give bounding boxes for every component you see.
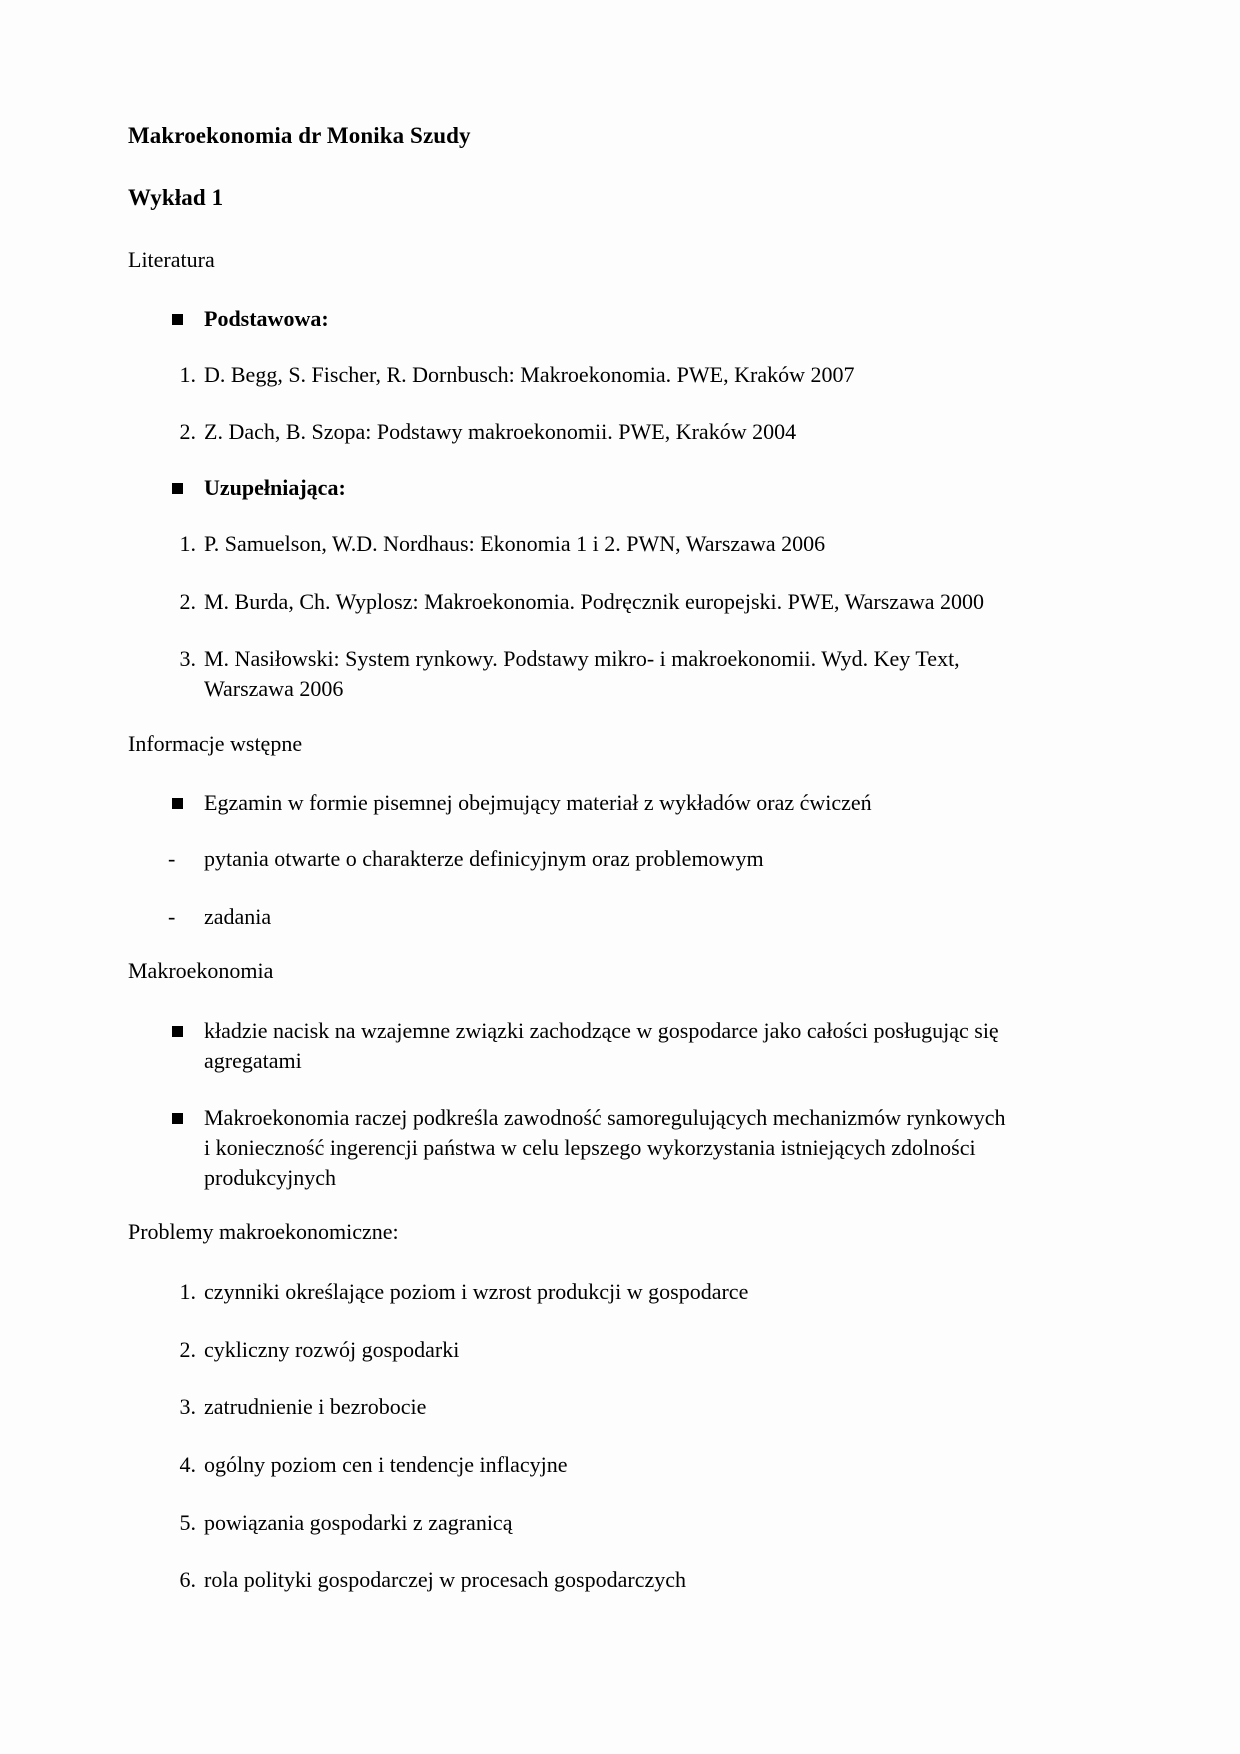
list-number: 3. [179, 1394, 196, 1420]
square-bullet-icon [172, 314, 183, 325]
table-row [128, 587, 1008, 617]
literature-basic-list [128, 360, 1008, 447]
list-number: 3. [179, 646, 196, 672]
table-row [128, 417, 1008, 447]
list-item-text: zatrudnienie i bezrobocie [204, 1394, 427, 1420]
table-row [128, 1277, 1008, 1307]
list-item [128, 304, 1008, 334]
preliminary-dash-list [128, 844, 1008, 931]
list-item-text: ogólny poziom cen i tendencje inflacyjne [204, 1451, 568, 1477]
square-bullet-icon [172, 1026, 183, 1037]
list-number: 1. [179, 530, 196, 556]
list-number: 2. [179, 419, 196, 445]
literature-supplementary-label: Uzupełniająca: [204, 475, 346, 501]
dash-bullet-icon: - [168, 903, 176, 929]
list-item-text: czynniki określające poziom i wzrost produkcji w gospodarce [204, 1278, 749, 1304]
dash-bullet-icon: - [168, 845, 176, 871]
problems-heading: Problemy makroekonomiczne: [128, 1219, 399, 1245]
lecture-heading: Wykład 1 [128, 184, 224, 210]
list-item-text: kładzie nacisk na wzajemne związki zachodzące w gospodarce jako całości posługując się agregatami [204, 1017, 999, 1073]
literature-supplementary-list [128, 529, 1008, 704]
list-item-text: M. Burda, Ch. Wyplosz: Makroekonomia. Podręcznik europejski. PWE, Warszawa 2000 [204, 588, 984, 614]
list-item-text: Egzamin w formie pisemnej obejmujący materiał z wykładów oraz ćwiczeń [204, 790, 872, 816]
table-row [128, 529, 1008, 559]
list-item-text: D. Begg, S. Fischer, R. Dornbusch: Makroekonomia. PWE, Kraków 2007 [204, 361, 855, 387]
document-body [128, 122, 1008, 1595]
list-item-text: Z. Dach, B. Szopa: Podstawy makroekonomii. PWE, Kraków 2004 [204, 419, 797, 445]
list-item [128, 473, 1008, 503]
preliminary-bullet-list [128, 788, 1008, 818]
literature-supplementary-label-list [128, 473, 1008, 503]
list-number: 1. [179, 1278, 196, 1304]
document-title: Makroekonomia dr Monika Szudy [128, 123, 471, 148]
list-item-text: P. Samuelson, W.D. Nordhaus: Ekonomia 1 i 2. PWN, Warszawa 2006 [204, 530, 826, 556]
list-number: 4. [179, 1451, 196, 1477]
square-bullet-icon [172, 483, 183, 494]
table-row [128, 1335, 1008, 1365]
table-row [128, 1508, 1008, 1538]
list-item-text: M. Nasiłowski: System rynkowy. Podstawy mikro- i makroekonomii. Wyd. Key Text, Warszawa 2006 [204, 646, 960, 701]
list-number: 1. [179, 361, 196, 387]
literature-basic-label-list [128, 304, 1008, 334]
list-item [128, 1016, 1008, 1075]
list-item-text: pytania otwarte o charakterze definicyjnym oraz problemowym [204, 845, 764, 871]
macro-bullet-list [128, 1016, 1008, 1192]
table-row [128, 1392, 1008, 1422]
list-item-text: Makroekonomia raczej podkreśla zawodność samoregulujących mechanizmów rynkowych i konieczność ingerencji państwa w celu lepszego wykorzystania istniejących zdolności produkcyjnych [204, 1105, 1006, 1190]
problems-list [128, 1277, 1008, 1595]
macro-heading: Makroekonomia [128, 958, 274, 984]
literature-basic-label: Podstawowa: [204, 306, 329, 332]
preliminary-heading: Informacje wstępne [128, 730, 303, 756]
literature-heading: Literatura [128, 246, 215, 272]
list-item [128, 844, 1008, 874]
table-row [128, 644, 1008, 703]
table-row [128, 1565, 1008, 1595]
square-bullet-icon [172, 798, 183, 809]
list-item [128, 1103, 1008, 1192]
list-number: 6. [179, 1567, 196, 1593]
list-number: 2. [179, 1336, 196, 1362]
list-item [128, 788, 1008, 818]
list-item-text: rola polityki gospodarczej w procesach gospodarczych [204, 1567, 686, 1593]
list-item [128, 902, 1008, 932]
list-item-text: powiązania gospodarki z zagranicą [204, 1509, 513, 1535]
table-row [128, 1450, 1008, 1480]
list-number: 5. [179, 1509, 196, 1535]
list-item-text: zadania [204, 903, 272, 929]
list-number: 2. [179, 588, 196, 614]
square-bullet-icon [172, 1113, 183, 1124]
table-row [128, 360, 1008, 390]
list-item-text: cykliczny rozwój gospodarki [204, 1336, 460, 1362]
